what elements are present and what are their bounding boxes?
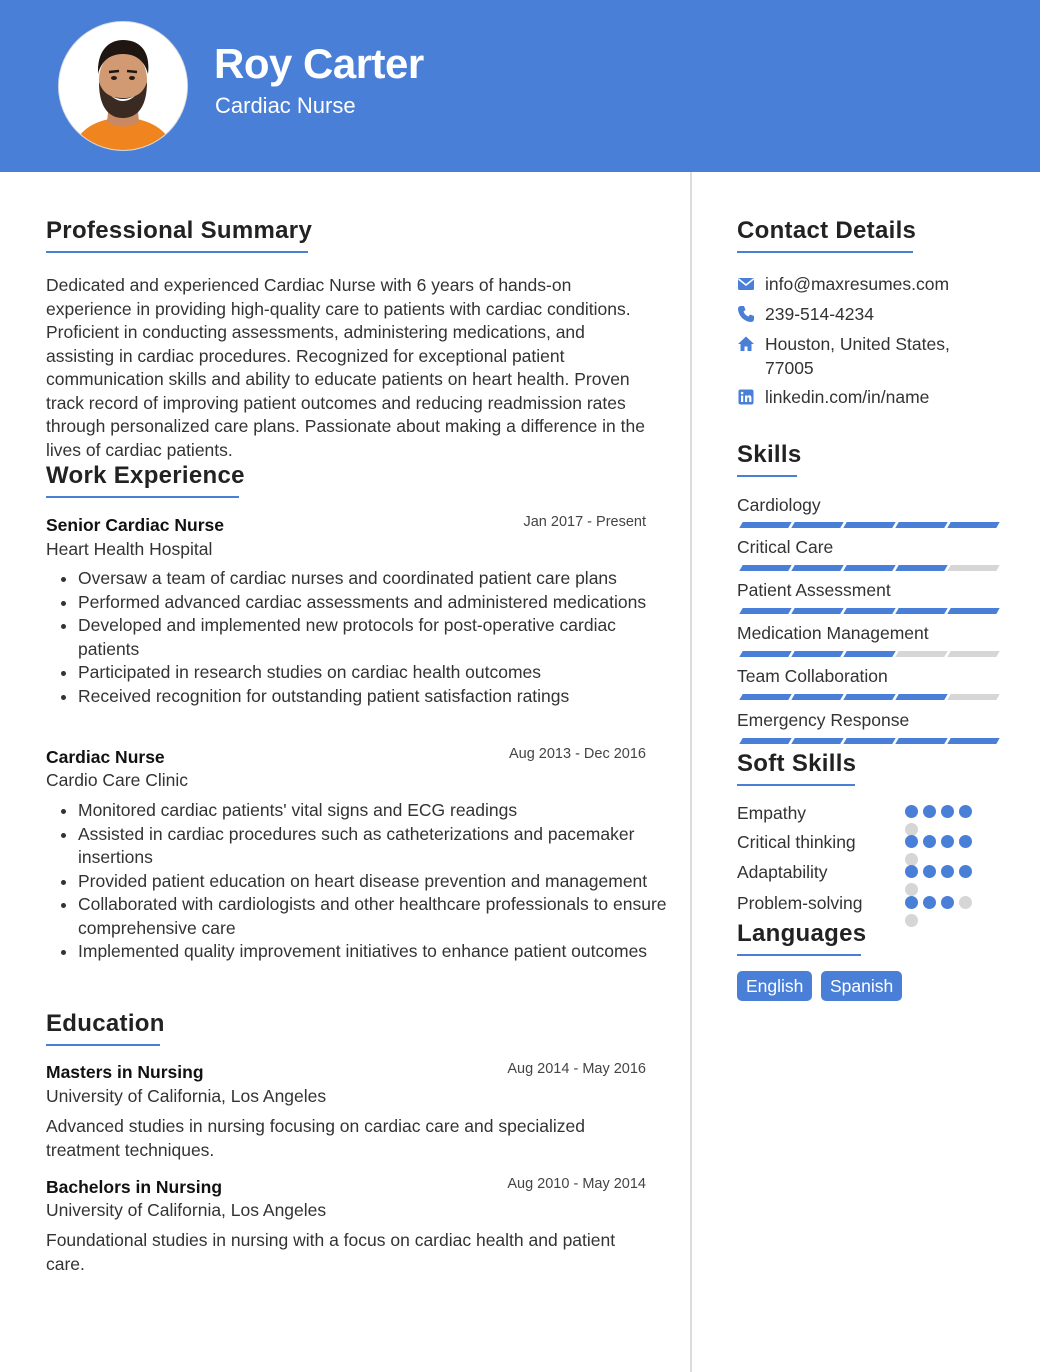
skill-level-segment [895, 608, 947, 614]
rating-dot [959, 805, 972, 818]
skill-level-segment [739, 608, 791, 614]
school-name: University of California, Los Angeles [46, 1086, 327, 1106]
skill-level-segment [895, 565, 947, 571]
rating-dot [923, 865, 936, 878]
list-item: • Provided patient education on heart disease prevention and management [78, 870, 678, 894]
skill-level-segment [947, 522, 999, 528]
skill-level-segment [895, 651, 947, 657]
language-badge: Spanish [821, 971, 902, 1001]
rating-dot [905, 865, 918, 878]
education-date: Aug 2010 - May 2014 [507, 1176, 646, 1192]
degree-title: Masters in Nursing [46, 1062, 204, 1082]
skill-level-bar [737, 608, 993, 614]
rating-dot [959, 896, 972, 909]
contact-email-text: info@maxresumes.com [765, 274, 950, 294]
list-item: • Developed and implemented new protocols for post-operative cardiac patients [78, 614, 678, 661]
skill-name: Emergency Response [737, 710, 910, 730]
skill-level-segment [843, 738, 895, 744]
rating-dot [941, 896, 954, 909]
skill-level-segment [791, 565, 843, 571]
contact-linkedin-text: linkedin.com/in/name [765, 387, 930, 407]
skill-level-segment [791, 608, 843, 614]
skill-level-segment [947, 565, 999, 571]
rating-dot [905, 896, 918, 909]
list-item: • Implemented quality improvement initiatives to enhance patient outcomes [78, 940, 678, 964]
skill-name: Patient Assessment [737, 580, 891, 600]
resume-header [0, 0, 1040, 172]
rating-dot [923, 805, 936, 818]
skill-level-segment [947, 608, 999, 614]
job-title: Cardiac Nurse [46, 747, 165, 767]
rating-dot [905, 883, 918, 896]
person-portrait-icon [59, 22, 187, 150]
contact-heading: Contact Details [737, 217, 913, 253]
skill-level-segment [739, 738, 791, 744]
skill-level-segment [739, 651, 791, 657]
experience-heading: Work Experience [46, 462, 239, 498]
skill-level-segment [843, 651, 895, 657]
soft-skill-name: Critical thinking [737, 832, 856, 852]
list-item: • Participated in research studies on cardiac health outcomes [78, 661, 678, 685]
skill-name: Team Collaboration [737, 666, 888, 686]
list-item: • Collaborated with cardiologists and other healthcare professionals to ensure comprehensive care [78, 893, 678, 940]
rating-dot [941, 835, 954, 848]
soft-skill-name: Adaptability [737, 862, 828, 882]
list-item: • Oversaw a team of cardiac nurses and coordinated patient care plans [78, 567, 678, 591]
summary-heading: Professional Summary [46, 217, 308, 253]
candidate-name: Roy Carter [214, 40, 424, 87]
job-organization: Cardio Care Clinic [46, 770, 188, 790]
skill-level-segment [895, 522, 947, 528]
skill-name: Cardiology [737, 495, 821, 515]
skills-heading: Skills [737, 441, 797, 477]
list-item: • Received recognition for outstanding patient satisfaction ratings [78, 685, 678, 709]
rating-dot [941, 865, 954, 878]
job-title: Senior Cardiac Nurse [46, 515, 224, 535]
skill-level-bar [737, 651, 993, 657]
soft-skills-heading: Soft Skills [737, 750, 855, 786]
skill-level-segment [895, 738, 947, 744]
home-icon [737, 335, 755, 353]
education-date: Aug 2014 - May 2016 [507, 1061, 646, 1077]
skill-level-segment [739, 565, 791, 571]
list-item: • Monitored cardiac patients' vital signs and ECG readings [78, 799, 678, 823]
skill-level-segment [947, 651, 999, 657]
skill-level-segment [843, 565, 895, 571]
skill-level-bar [737, 738, 993, 744]
skill-level-segment [739, 694, 791, 700]
rating-dot [905, 914, 918, 927]
skill-name: Medication Management [737, 623, 929, 643]
skill-level-bar [737, 522, 993, 528]
skill-level-bar [737, 565, 993, 571]
job-bullets [46, 799, 678, 964]
job-date: Jan 2017 - Present [523, 514, 646, 530]
summary-text: Dedicated and experienced Cardiac Nurse with 6 years of hands-on experience in providing high-quality care to patients with cardiac conditions. Proficient in conducting assessments, administering medications, and assisting in cardiac procedures. Recognized for exceptional patient communication skills and ability to educate patients on heart health. Proven track record of improving patient outcomes and reducing readmission rates through personalized care plans. Passionate about making a difference in the lives of cardiac patients. [46, 275, 645, 460]
phone-icon [737, 305, 755, 323]
skill-level-segment [947, 694, 999, 700]
job-organization: Heart Health Hospital [46, 539, 213, 559]
rating-dot [923, 896, 936, 909]
candidate-title: Cardiac Nurse [215, 93, 356, 118]
skill-level-segment [947, 738, 999, 744]
rating-dot [905, 805, 918, 818]
job-bullets [46, 567, 678, 708]
soft-skill-name: Problem-solving [737, 893, 863, 913]
soft-skill-rating [905, 896, 985, 936]
languages-heading: Languages [737, 920, 861, 956]
skill-level-segment [791, 651, 843, 657]
education-description: Advanced studies in nursing focusing on cardiac care and specialized treatment techniques. [46, 1116, 585, 1160]
envelope-icon [737, 275, 755, 293]
language-list [737, 971, 997, 1003]
skill-level-segment [791, 522, 843, 528]
education-heading: Education [46, 1010, 160, 1046]
education-description: Foundational studies in nursing with a focus on cardiac health and patient care. [46, 1230, 616, 1274]
contact-phone-text: 239-514-4234 [765, 304, 874, 324]
skill-level-bar [737, 694, 993, 700]
skill-level-segment [739, 522, 791, 528]
column-divider [690, 172, 692, 1372]
skill-level-segment [791, 738, 843, 744]
rating-dot [959, 835, 972, 848]
profile-photo [59, 22, 187, 150]
job-date: Aug 2013 - Dec 2016 [508, 746, 646, 762]
rating-dot [923, 835, 936, 848]
list-item: • Assisted in cardiac procedures such as catheterizations and pacemaker insertions [78, 823, 678, 870]
language-badge: English [737, 971, 812, 1001]
school-name: University of California, Los Angeles [46, 1200, 327, 1220]
rating-dot [959, 865, 972, 878]
skill-level-segment [895, 694, 947, 700]
skill-name: Critical Care [737, 537, 834, 557]
skill-level-segment [791, 694, 843, 700]
contact-location-text: Houston, United States, 77005 [765, 334, 950, 378]
soft-skill-name: Empathy [737, 803, 807, 823]
skill-level-segment [843, 694, 895, 700]
list-item: • Performed advanced cardiac assessments and administered medications [78, 591, 678, 615]
degree-title: Bachelors in Nursing [46, 1177, 223, 1197]
rating-dot [905, 835, 918, 848]
skill-level-segment [843, 522, 895, 528]
linkedin-icon [737, 388, 755, 406]
rating-dot [941, 805, 954, 818]
skill-level-segment [843, 608, 895, 614]
